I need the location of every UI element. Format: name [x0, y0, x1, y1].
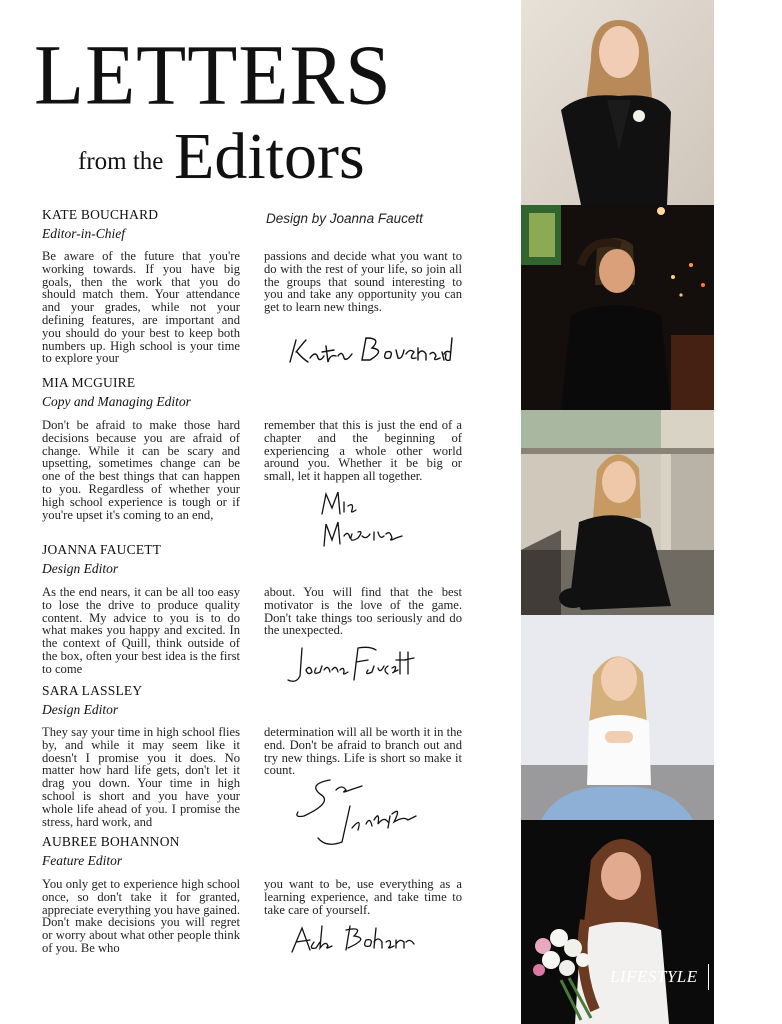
- photo-aubree-bohannon: [521, 820, 714, 1024]
- letter-text-left: You only get to experience high school once, so don't take it for granted, appreciate everything you have gained. Don't make decisions you will regret or worry about what other people think of you. Be who: [42, 877, 240, 955]
- letter-text-right: determination will all be worth it in the end. Don't be afraid to branch out and try new things. Life is short so make it count.: [264, 725, 462, 778]
- editor-role: Design Editor: [42, 561, 119, 576]
- signature-joanna-faucett: [284, 642, 416, 688]
- letter-text-left: Be aware of the future that you're working towards. If you have big goals, then the work that you do should match them. Your attendance and your grades, while not your defining features, are important and you should do your best to keep both numbers up. High school is your time to explore your: [42, 249, 240, 366]
- photo-mia-mcguire: [521, 205, 714, 410]
- signature-aubree-bohannon: [288, 920, 418, 958]
- design-credit: Design by Joanna Faucett: [266, 211, 423, 226]
- editor-name: AUBREE BOHANNON: [42, 834, 180, 849]
- photo-joanna-faucett: [521, 410, 714, 615]
- editor-name: JOANNA FAUCETT: [42, 542, 162, 557]
- letter-text-right: passions and decide what you want to do with the rest of your life, so join all the groups that sound interesting to you and take any opportunity you can get to learn new things.: [264, 249, 462, 315]
- title-editors: Editors: [174, 120, 365, 193]
- signature-kate-bouchard: [286, 332, 456, 372]
- title-letters: LETTERS: [34, 26, 392, 123]
- editor-name: MIA MCGUIRE: [42, 375, 136, 390]
- letter-text-left: Don't be afraid to make those hard decisions because you are afraid of change. While it can be scary and upsetting, sometimes change can be one of the best things that can happen to you. Regardless of whether your high school experience is tough or if you're upset it's coming to an end,: [42, 418, 240, 522]
- section-label: LIFESTYLE: [610, 967, 698, 986]
- photo-kate-bouchard: [521, 0, 714, 205]
- letter-text-left: As the end nears, it can be all too easy to lose the drive to produce quality content. My advice to you is to do what makes you happy and excited. In the context of Quill, think outside of the box, often your best idea is the first to come: [42, 585, 240, 676]
- editor-name: SARA LASSLEY: [42, 683, 143, 698]
- signature-sara-lassley: [290, 776, 420, 850]
- page-number: 27: [718, 965, 739, 988]
- letter-text-right: remember that this is just the end of a chapter and the beginning of experiencing a whole other world around you. Whether it be big or small, let it happen all together.: [264, 418, 462, 484]
- letter-text-right: you want to be, use everything as a learning experience, and take time to take care of yourself.: [264, 877, 462, 917]
- editor-role: Copy and Managing Editor: [42, 394, 191, 409]
- letter-text-right: about. You will find that the best motivator is the love of the game. Don't take things too seriously and do the unexpected.: [264, 585, 462, 638]
- editor-role: Feature Editor: [42, 853, 123, 868]
- editor-role: Editor-in-Chief: [42, 226, 125, 241]
- page-footer: [610, 962, 739, 992]
- photo-sara-lassley: [521, 615, 714, 820]
- letter-text-left: They say your time in high school flies by, and while it may seem like it doesn't I promise you it does. No matter how hard life gets, don't let it drag you down. Your time in high school is short and you have your whole life ahead of you. I promise the stress, hard work, and: [42, 725, 240, 829]
- title-from-the: from the: [78, 148, 164, 175]
- signature-mia-mcguire: [318, 488, 408, 550]
- photo-column: [521, 0, 714, 1024]
- editor-name: KATE BOUCHARD: [42, 207, 159, 222]
- editor-role: Design Editor: [42, 702, 119, 717]
- footer-divider: [708, 964, 709, 990]
